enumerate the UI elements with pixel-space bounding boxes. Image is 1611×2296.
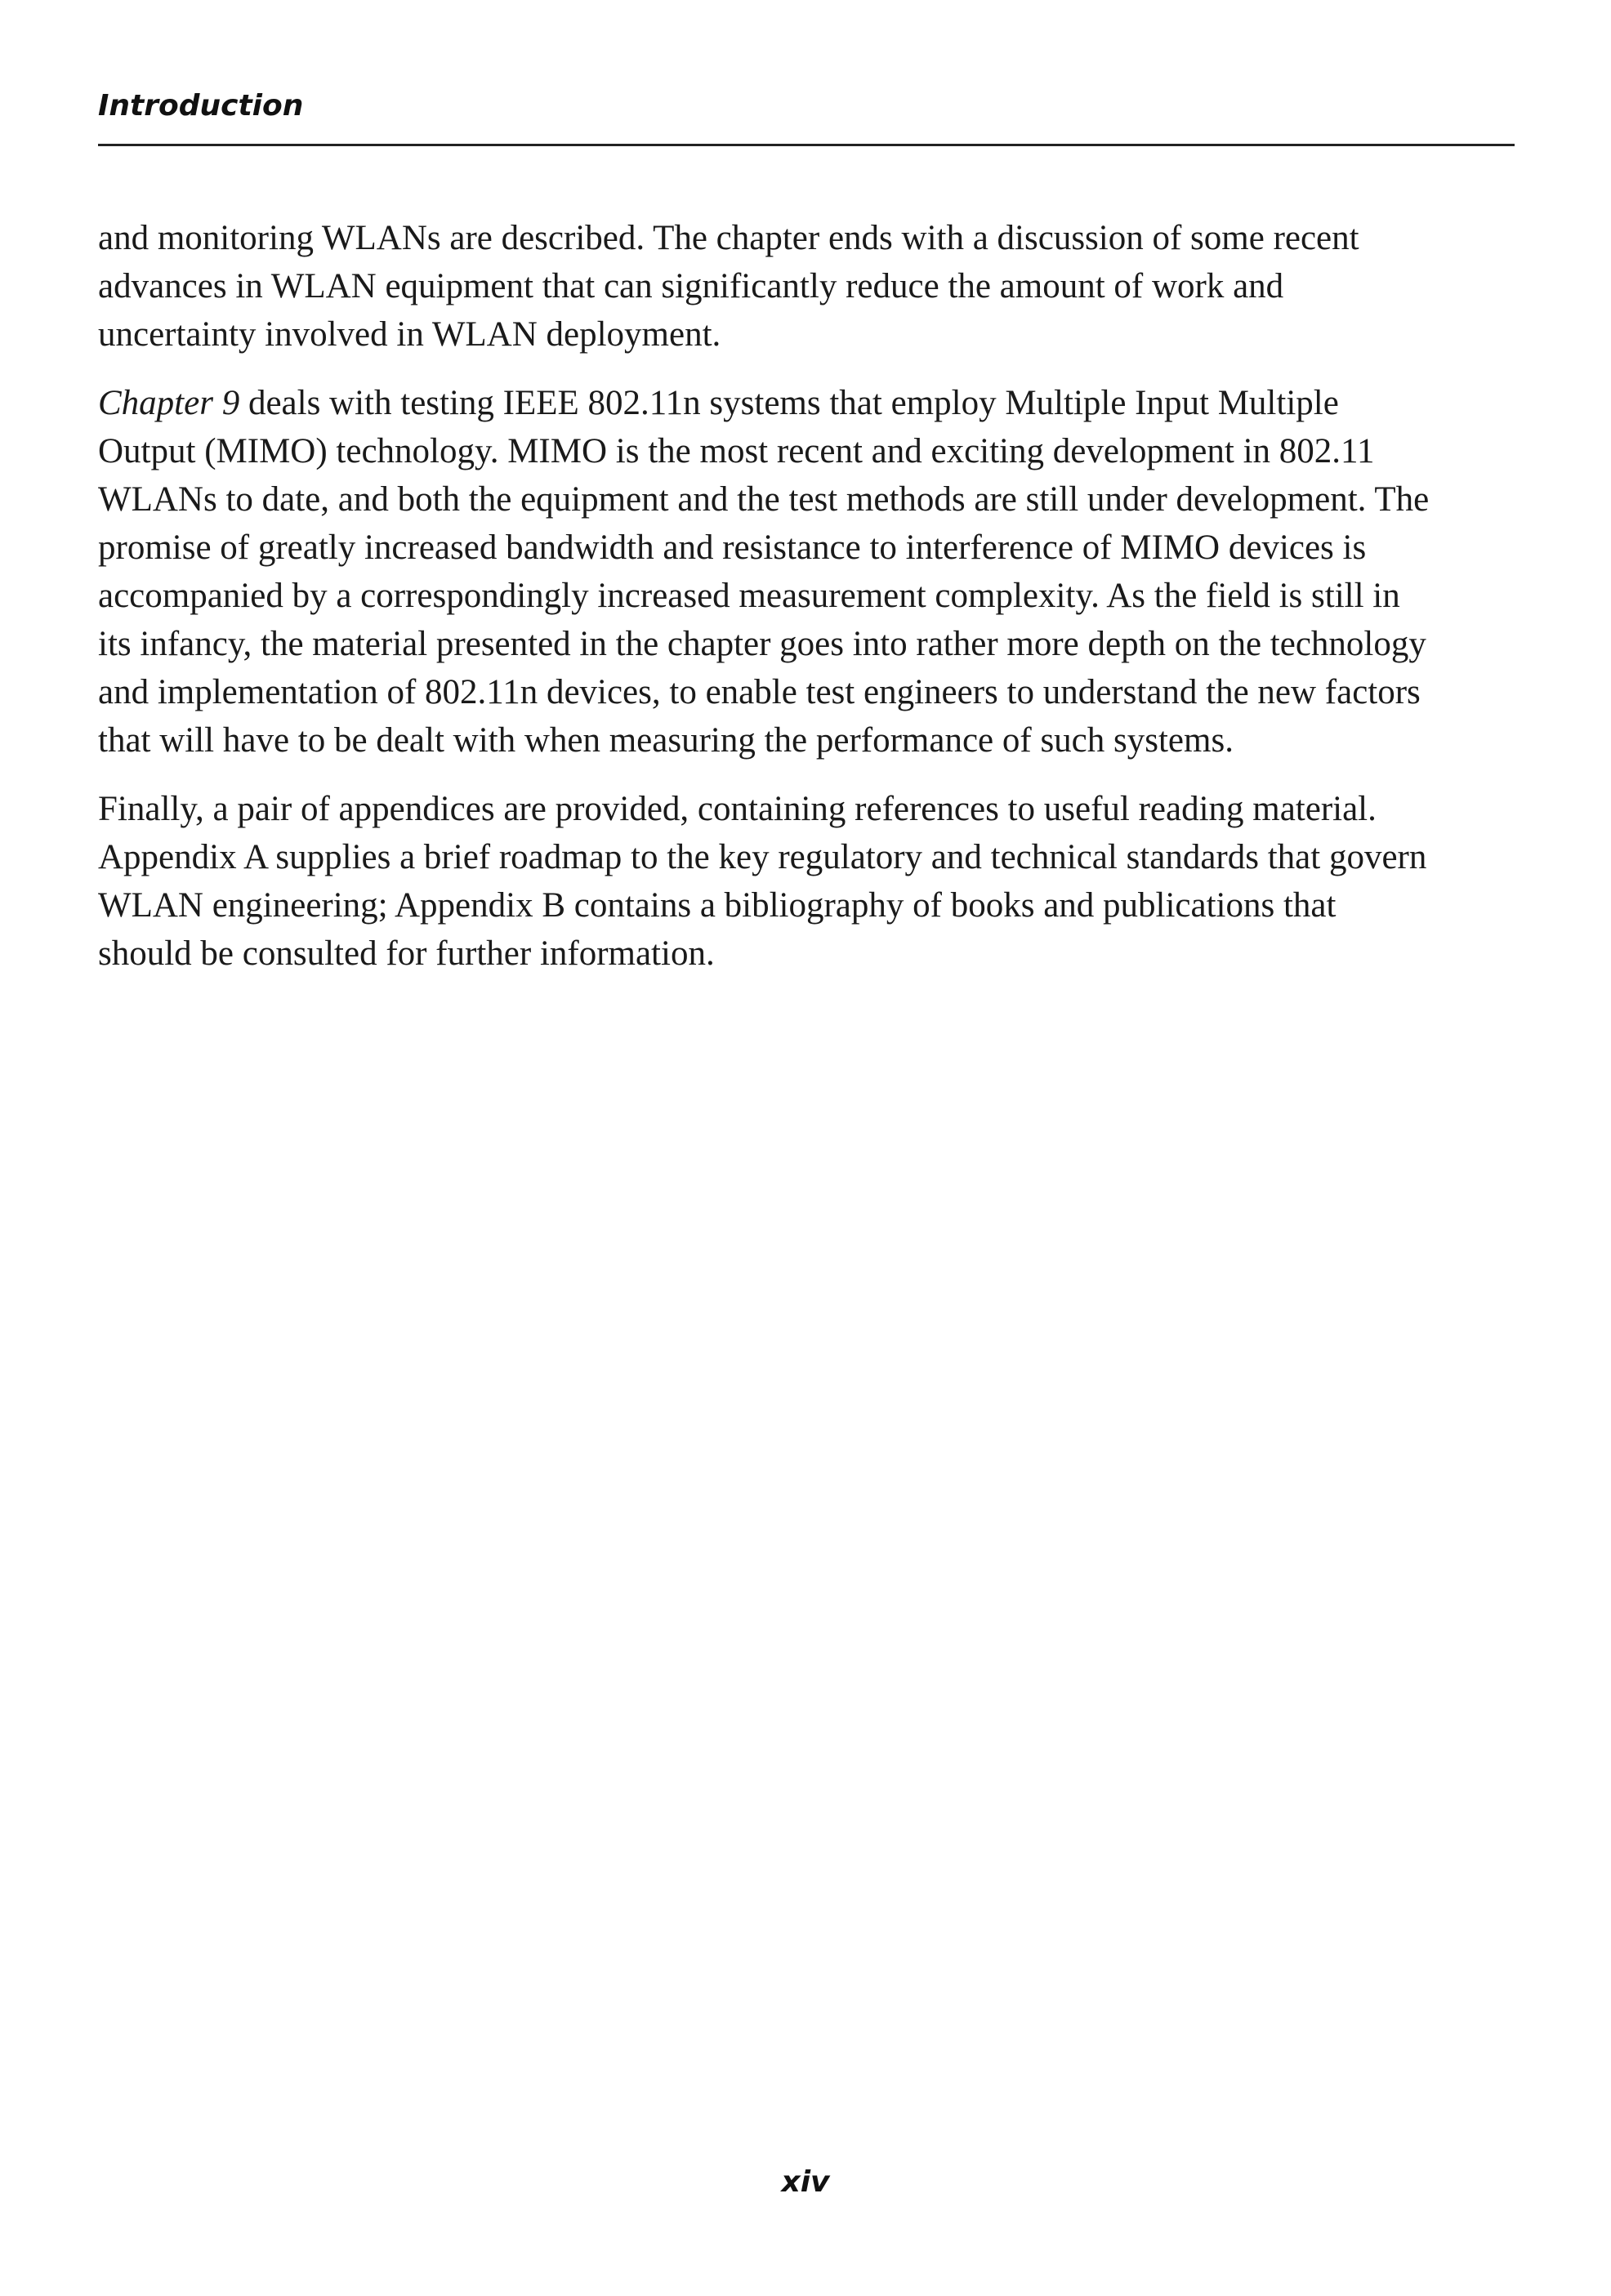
paragraph-line: Finally, a pair of appendices are provided, containing references to useful reading material.: [98, 790, 1377, 828]
paragraph-line: that will have to be dealt with when measuring the performance of such systems.: [98, 721, 1234, 760]
running-head-title: Introduction: [98, 89, 304, 123]
paragraph-line: accompanied by a correspondingly increased measurement complexity. As the field is still in: [98, 577, 1400, 615]
paragraph-line: its infancy, the material presented in the chapter goes into rather more depth on the technology: [98, 625, 1426, 663]
paragraph-line: uncertainty involved in WLAN deployment.: [98, 315, 721, 354]
paragraph-line: WLANs to date, and both the equipment and the test methods are still under development. The: [98, 480, 1430, 519]
page-number: xiv: [781, 2165, 830, 2199]
paragraph-1: [98, 214, 1520, 359]
paragraph-line-text: deals with testing IEEE 802.11n systems that employ Multiple Input Multiple: [239, 384, 1339, 422]
paragraph-line: and monitoring WLANs are described. The chapter ends with a discussion of some recent: [98, 219, 1359, 257]
paragraph-line: promise of greatly increased bandwidth and resistance to interference of MIMO devices is: [98, 528, 1367, 567]
paragraph-2: [98, 379, 1520, 765]
paragraph-line: Output (MIMO) technology. MIMO is the most recent and exciting development in 802.11: [98, 432, 1375, 470]
paragraph-line: WLAN engineering; Appendix B contains a bibliography of books and publications that: [98, 886, 1337, 925]
chapter-reference: Chapter 9: [98, 384, 240, 422]
body-text: [98, 214, 1520, 998]
paragraph-line: and implementation of 802.11n devices, to enable test engineers to understand the new factors: [98, 673, 1421, 711]
paragraph-line: advances in WLAN equipment that can significantly reduce the amount of work and: [98, 267, 1284, 305]
paragraph-line: Appendix A supplies a brief roadmap to the key regulatory and technical standards that govern: [98, 838, 1427, 876]
header-rule: [98, 144, 1515, 146]
paragraph-line: [98, 379, 1520, 427]
paragraph-line: should be consulted for further information.: [98, 934, 715, 973]
paragraph-3: [98, 785, 1520, 978]
